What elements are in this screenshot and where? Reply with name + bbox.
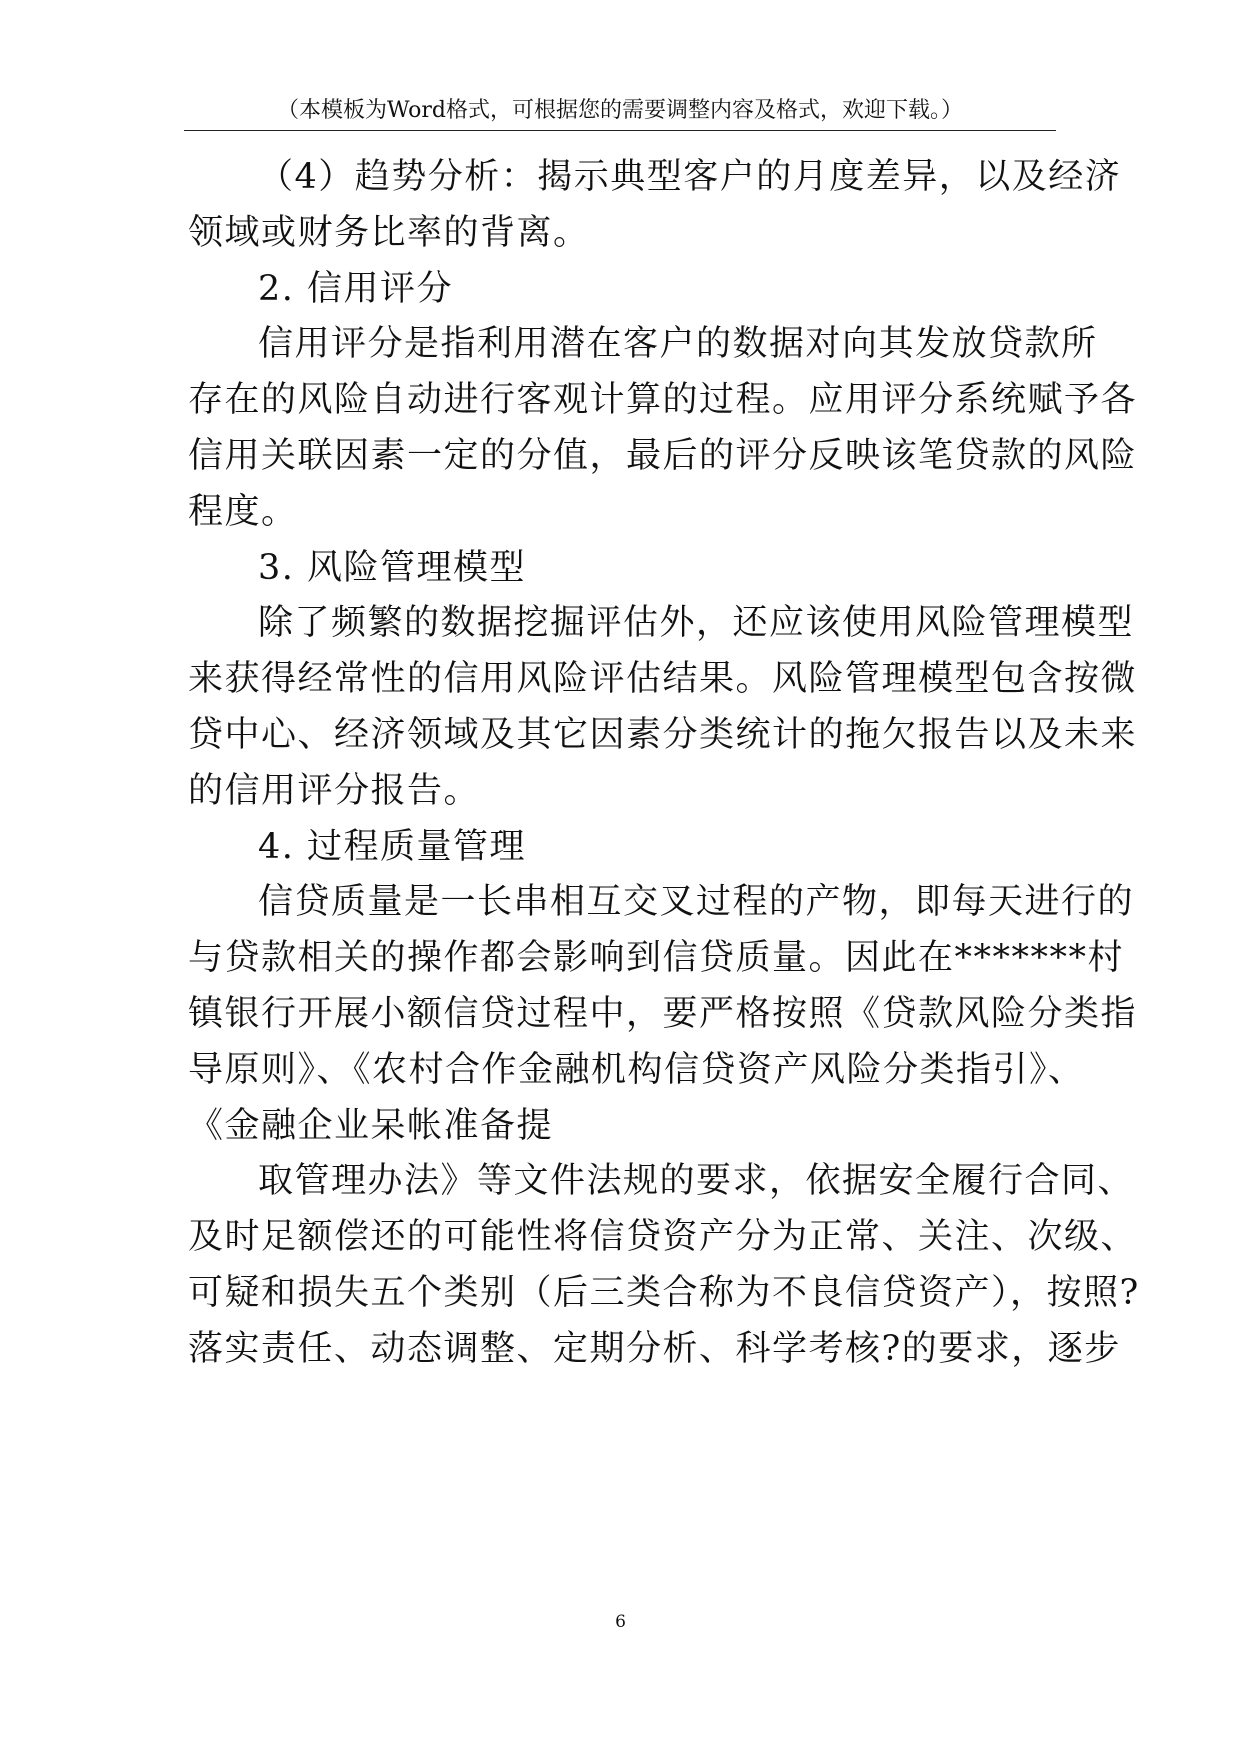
page-number: 6 bbox=[615, 1612, 626, 1632]
paragraph-trend-analysis-line-2: 领域或财务比率的背离。 bbox=[188, 212, 590, 253]
paragraph-process-quality-line-4: 导原则》、《农村合作金融机构信贷资产风险分类指引》、 bbox=[188, 1049, 1085, 1090]
header-divider bbox=[184, 130, 1056, 131]
paragraph-process-quality-line-5: 《金融企业呆帐准备提 bbox=[188, 1105, 554, 1146]
section-heading-credit-scoring: 2. 信用评分 bbox=[258, 268, 454, 309]
paragraph-process-quality-line-1: 信贷质量是一长串相互交叉过程的产物，即每天进行的 bbox=[258, 882, 1135, 923]
paragraph-credit-scoring-line-2: 存在的风险自动进行客观计算的过程。应用评分系统赋予各 bbox=[188, 380, 1138, 421]
document-body bbox=[188, 150, 1140, 1378]
header-note: （本模板为Word格式，可根据您的需要调整内容及格式，欢迎下载。） bbox=[277, 98, 963, 123]
paragraph-classification-line-1: 取管理办法》等文件法规的要求，依据安全履行合同、 bbox=[258, 1161, 1135, 1202]
section-heading-risk-model: 3. 风险管理模型 bbox=[258, 547, 527, 588]
paragraph-risk-model-line-1: 除了频繁的数据挖掘评估外，还应该使用风险管理模型 bbox=[258, 603, 1135, 644]
paragraph-credit-scoring-line-1: 信用评分是指利用潜在客户的数据对向其发放贷款所 bbox=[258, 324, 1098, 365]
paragraph-risk-model-line-4: 的信用评分报告。 bbox=[188, 770, 481, 811]
paragraph-risk-model-line-3: 贷中心、经济领域及其它因素分类统计的拖欠报告以及未来 bbox=[188, 714, 1138, 755]
paragraph-credit-scoring-line-4: 程度。 bbox=[188, 491, 298, 532]
paragraph-process-quality-line-3: 镇银行开展小额信贷过程中，要严格按照《贷款风险分类指 bbox=[188, 993, 1138, 1034]
paragraph-classification-line-2: 及时足额偿还的可能性将信贷资产分为正常、关注、次级、 bbox=[188, 1217, 1138, 1258]
paragraph-process-quality-line-2: 与贷款相关的操作都会影响到信贷质量。因此在*******村 bbox=[188, 938, 1125, 979]
paragraph-risk-model-line-2: 来获得经常性的信用风险评估结果。风险管理模型包含按微 bbox=[188, 659, 1138, 700]
paragraph-trend-analysis-line-1: （4）趋势分析：揭示典型客户的月度差异，以及经济 bbox=[258, 157, 1122, 197]
paragraph-credit-scoring-line-3: 信用关联因素一定的分值，最后的评分反映该笔贷款的风险 bbox=[188, 435, 1138, 476]
paragraph-classification-line-3: 可疑和损失五个类别（后三类合称为不良信贷资产），按照? bbox=[188, 1272, 1140, 1313]
section-heading-process-quality: 4. 过程质量管理 bbox=[258, 826, 527, 867]
paragraph-classification-line-4: 落实责任、动态调整、定期分析、科学考核?的要求，逐步 bbox=[188, 1328, 1121, 1369]
